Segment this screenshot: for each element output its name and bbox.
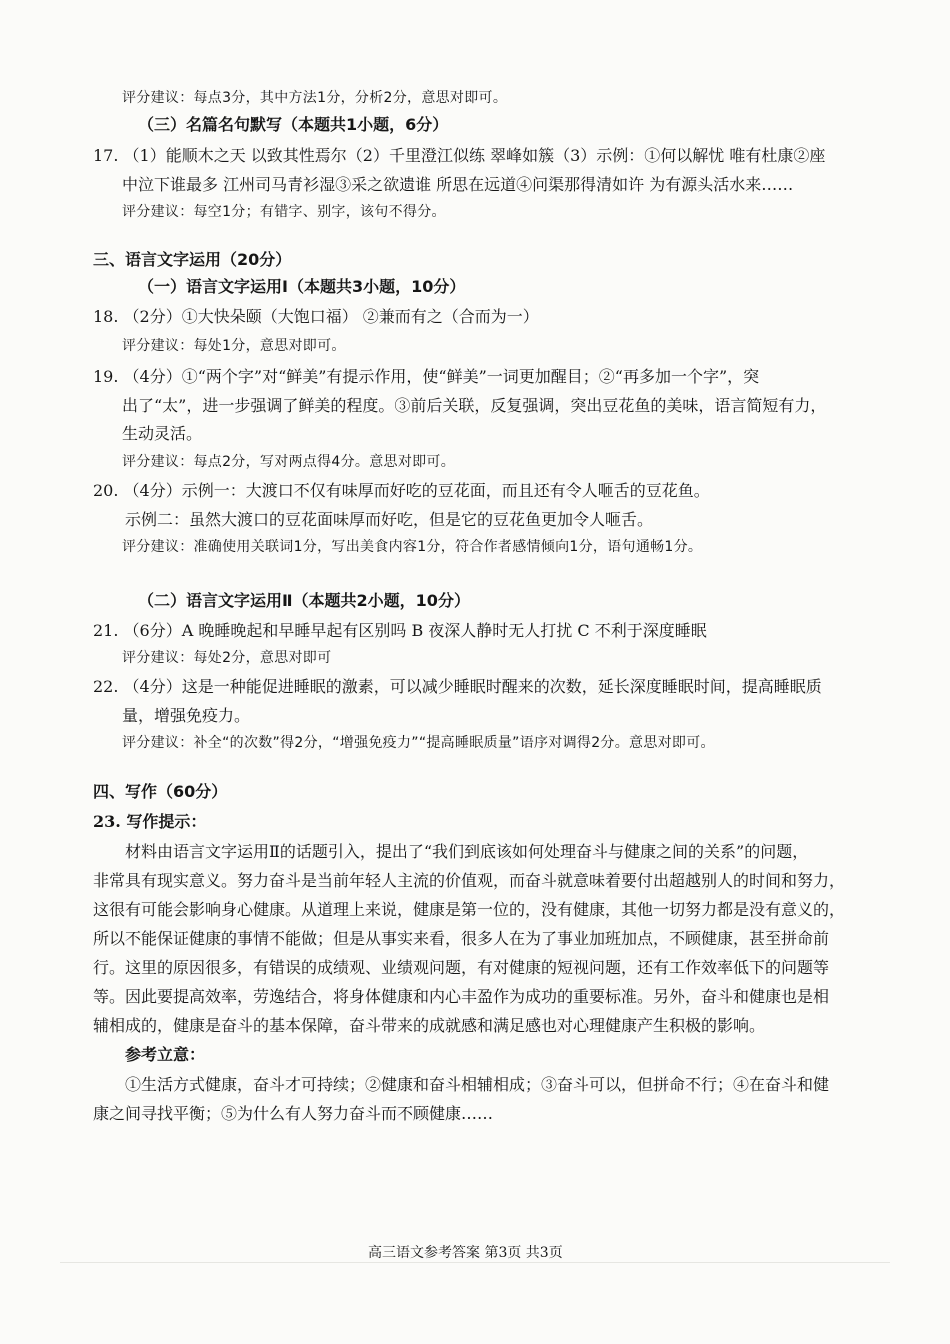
reference-theme-line-1: ①生活方式健康，奋斗才可持续；②健康和奋斗相辅相成；③奋斗可以，但拼命不行；④在奋斗和健	[125, 1075, 830, 1094]
answer-22-line-1: 22. （4分）这是一种能促进睡眠的激素，可以减少睡眠时醒来的次数，延长深度睡眠时间，提高睡眠质	[93, 677, 822, 696]
writing-hint-line-2: 非常具有现实意义。努力奋斗是当前年轻人主流的价值观，而奋斗就意味着要付出超越别人的时间和努力，	[93, 871, 846, 890]
page-footer: 高三语文参考答案 第3页 共3页	[368, 1245, 563, 1261]
scoring-note-16: 评分建议：每点3分，其中方法1分，分析2分，意思对即可。	[122, 90, 508, 106]
section-heading-language-use-1: （一）语言文字运用Ⅰ（本题共3小题，10分）	[138, 277, 466, 296]
answer-17-line-2: 中泣下谁最多 江州司马青衫湿③采之欲遗谁 所思在远道④问渠那得清如许 为有源头活水来……	[122, 175, 794, 194]
writing-hint-line-6: 等。因此要提高效率，劳逸结合，将身体健康和内心丰盈作为成功的重要标准。另外，奋斗和健康也是相	[93, 987, 830, 1006]
answer-19-line-3: 生动灵活。	[122, 424, 203, 443]
answer-19-line-2: 出了“太”，进一步强调了鲜美的程度。③前后关联，反复强调，突出豆花鱼的美味，语言简短有力，	[122, 396, 827, 415]
answer-17-line-1: 17. （1）能顺木之天 以致其性焉尔（2）千里澄江似练 翠峰如簇（3）示例：①何以解忧 唯有杜康②座	[93, 146, 826, 165]
scoring-note-17: 评分建议：每空1分；有错字、别字，该句不得分。	[122, 204, 446, 220]
part-heading-writing: 四、写作（60分）	[93, 782, 228, 801]
answer-19-line-1: 19. （4分）①“两个字”对“鲜美”有提示作用，使“鲜美”一词更加醒目；②“再多加一个字”，突	[93, 367, 760, 386]
reference-theme-heading: 参考立意：	[125, 1045, 206, 1064]
reference-theme-line-2: 康之间寻找平衡；⑤为什么有人努力奋斗而不顾健康……	[93, 1104, 494, 1123]
answer-20-line-2: 示例二：虽然大渡口的豆花面味厚而好吃，但是它的豆花鱼更加令人咂舌。	[125, 510, 654, 529]
answer-23-heading: 23. 写作提示：	[93, 812, 207, 831]
scoring-note-22: 评分建议：补全“的次数”得2分，“增强免疫力”“提高睡眠质量”语序对调得2分。意思对即可。	[122, 735, 715, 751]
answer-20-line-1: 20. （4分）示例一：大渡口不仅有味厚而好吃的豆花面，而且还有令人咂舌的豆花鱼。	[93, 481, 710, 500]
part-heading-language-use: 三、语言文字运用（20分）	[93, 250, 292, 269]
writing-hint-line-1: 材料由语言文字运用Ⅱ的话题引入，提出了“我们到底该如何处理奋斗与健康之间的关系”的问题，	[125, 842, 809, 861]
writing-hint-line-4: 所以不能保证健康的事情不能做；但是从事实来看，很多人在为了事业加班加点，不顾健康，甚至拼命前	[93, 929, 830, 948]
section-heading-language-use-2: （二）语言文字运用Ⅱ（本题共2小题，10分）	[138, 591, 470, 610]
bottom-scan-edge	[60, 1262, 890, 1263]
writing-hint-line-5: 行。这里的原因很多，有错误的成绩观、业绩观问题，有对健康的短视问题，还有工作效率低下的问题等	[93, 958, 830, 977]
scoring-note-18: 评分建议：每处1分，意思对即可。	[122, 338, 346, 354]
writing-hint-line-7: 辅相成的，健康是奋斗的基本保障，奋斗带来的成就感和满足感也对心理健康产生积极的影响。	[93, 1016, 766, 1035]
writing-hint-line-3: 这很有可能会影响身心健康。从道理上来说，健康是第一位的，没有健康，其他一切努力都是没有意义的，	[93, 900, 846, 919]
answer-22-line-2: 量，增强免疫力。	[122, 706, 251, 725]
scoring-note-19: 评分建议：每点2分，写对两点得4分。意思对即可。	[122, 454, 456, 470]
answer-21: 21. （6分）A 晚睡晚起和早睡早起有区别吗 B 夜深人静时无人打扰 C 不利于深度睡眠	[93, 621, 707, 640]
scoring-note-20: 评分建议：准确使用关联词1分，写出美食内容1分，符合作者感情倾向1分，语句通畅1分。	[122, 539, 703, 555]
answer-18: 18. （2分）①大快朵颐（大饱口福） ②兼而有之（合而为一）	[93, 307, 539, 326]
section-heading-recitation: （三）名篇名句默写（本题共1小题，6分）	[138, 115, 449, 134]
scoring-note-21: 评分建议：每处2分，意思对即可	[122, 650, 332, 666]
